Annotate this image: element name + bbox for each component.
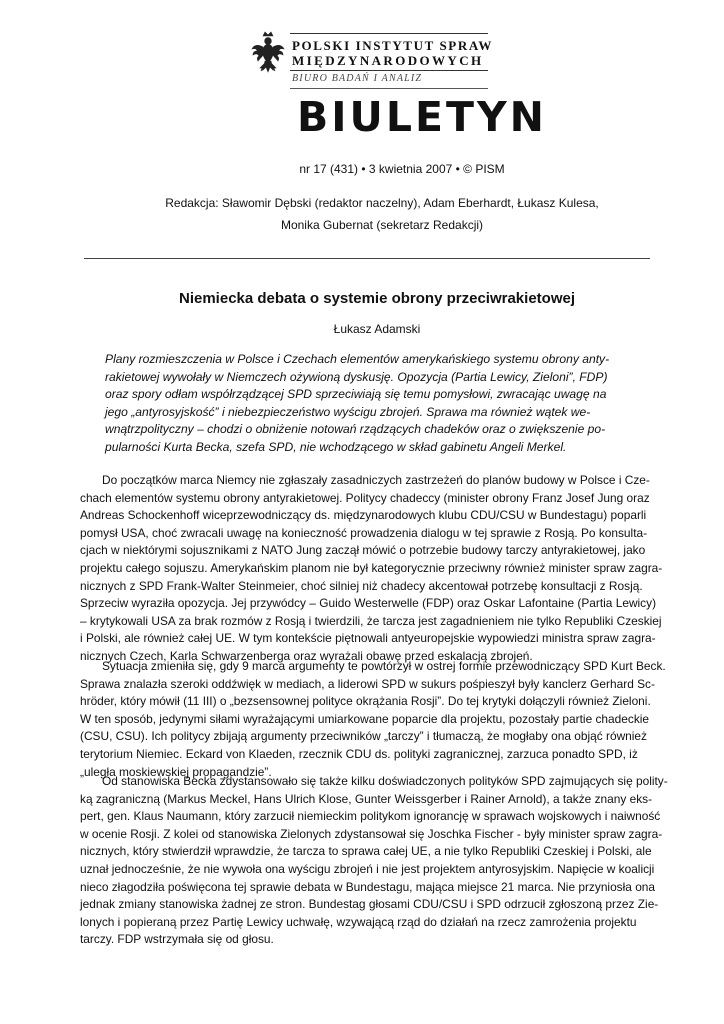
editors-line-1: Redakcja: Sławomir Dębski (redaktor naczelny), Adam Eberhardt, Łukasz Kulesa,: [165, 196, 599, 210]
abstract-line: pularności Kurta Becka, szefa SPD, nie wchodzącego w skład gabinetu Angeli Merkel.: [105, 439, 567, 454]
paragraph-line: tarczy. FDP wstrzymała się od głosu.: [80, 932, 274, 947]
body-paragraph-3: [80, 773, 668, 949]
abstract-line: oraz spory odłam współrządzącej SPD sprzeciwiają się temu pomysłowi, zwracając uwagę na: [105, 387, 607, 402]
paragraph-line: nicznych z SPD Frank-Walter Steinmeier, choć silniej niż chadecy akcentował potrzebę konsultacji z Rosją.: [80, 578, 643, 593]
body-paragraph-2: [80, 658, 666, 781]
article-title: Niemiecka debata o systemie obrony przeciwrakietowej: [179, 290, 575, 307]
paragraph-line: – krytykowali USA za brak rozmów z Rosją i twierdzili, że tarcza jest zagadnieniem nie tylko Republiki Czeskiej: [80, 613, 662, 628]
paragraph-line: Sytuacja zmieniła się, gdy 9 marca argumenty te powtórzył w ostrej formie przewodniczący SPD Kurt Beck.: [102, 659, 666, 673]
paragraph-line: uznał jednocześnie, że nie wywoła ona wyścigu zbrojeń i nie jest projektem antyrosyjskim. Napięcie w koalicji: [80, 861, 655, 876]
issue-info: nr 17 (431) • 3 kwietnia 2007 • © PISM: [299, 162, 505, 176]
paragraph-line: chach elementów systemu obrony antyrakietowej. Politycy chadeccy (minister obrony Franz Josef Jung oraz: [80, 490, 650, 505]
abstract-line: wnątrzpolityczny – chodzi o obniżenie notowań rządzących chadeków oraz o zwiększenie po-: [105, 422, 606, 437]
institute-name-line2: MIĘDZYNARODOWYCH: [292, 53, 484, 68]
paragraph-line: (CSU, CSU). Ich politycy zbijają argumenty przeciwników „tarczy” i tłumaczą, że mogłaby ona objąć również: [80, 729, 647, 744]
abstract-line: jego „antyrosyjskość” i niebezpieczeństwo wyścigu zbrojeń. Sprawa ma również wątek we-: [105, 404, 591, 419]
article-author: Łukasz Adamski: [333, 322, 421, 336]
paragraph-line: jednak zmiany stanowiska żadnej ze stron. Bundestag głosami CDU/CSU i SPD odrzucił zgłoszoną przez Zie-: [80, 897, 659, 912]
paragraph-line: nieco złagodziła poświęcona tej sprawie debata w Bundestagu, mająca miejsce 21 marca. Nie przyniosła ona: [80, 879, 656, 894]
article-abstract: [105, 351, 630, 457]
paragraph-line: „uległa moskiewskiej propagandzie”.: [80, 764, 272, 779]
paragraph-line: hröder, który mówił (11 III) o „bezsensownej polityce okrążania Rosji”. Do tej krytyki dołączyli również Zieloni.: [80, 694, 651, 709]
paragraph-line: i Polski, ale również całej UE. W tym kontekście piętnowali antyeuropejskie wypowiedzi ministra spraw zagra-: [80, 631, 656, 646]
paragraph-line: Sprzeciw wyraziła opozycja. Jej przywódcy – Guido Westerwelle (FDP) oraz Oskar Lafontaine (Partia Lewicy): [80, 596, 657, 611]
paragraph-line: nicznych Czech, Karla Schwarzenberga oraz wyrażali obawę przed eskalacją zbrojeń.: [80, 648, 533, 663]
eagle-emblem-icon: [250, 30, 286, 76]
paragraph-line: Sprawa znalazła szeroki oddźwięk w mediach, a liderowi SPD w sukurs pośpieszył były kanclerz Gerhard Sc-: [80, 676, 655, 691]
header-divider: [84, 258, 650, 259]
masthead-rule-bottom: [290, 88, 488, 89]
paragraph-line: pomysł USA, choć zwracali uwagę na konieczność prowadzenia dialogu w tej sprawie z Rosją. Po konsulta-: [80, 525, 648, 540]
paragraph-line: nicznych, który stwierdził wprawdzie, że tarcza to sprawa całej UE, a nie tylko Republiki Czeskiej i Polski, ale: [80, 844, 652, 859]
editors-line-2: Monika Gubernat (sekretarz Redakcji): [280, 218, 484, 232]
paragraph-line: w ocenie Rosji. Z kolei od stanowiska Zielonych zdystansował się Joschka Fischer - były minister spraw zagra-: [80, 826, 663, 841]
paragraph-line: pert, gen. Klaus Naumann, który zarzucił niemieckim politykom ignorancję w sprawach wojskowych i naiwność: [80, 809, 661, 824]
abstract-line: rakietowej wywołały w Niemczech ożywioną dyskusję. Opozycja (Partia Lewicy, Zieloni”, FDP): [105, 369, 608, 384]
paragraph-line: ką zagraniczną (Markus Meckel, Hans Ulrich Klose, Gunter Weissgerber i Rainer Arnold), a także znany eks-: [80, 791, 653, 806]
body-paragraph-1: [80, 472, 663, 666]
paragraph-line: W ten sposób, jedynymi siłami wyrażającymi umiarkowane poparcie dla projektu, pozostały partie chadeckie: [80, 711, 650, 726]
paragraph-line: Andreas Schockenhoff wiceprzewodniczący ds. międzynarodowych klubu CDU/CSU w Bundestagu) poparli: [80, 508, 647, 523]
paragraph-line: cjach w niektórymi sojusznikami z NATO Jung zaczął mówić o potrzebie budowy tarczy antyrakietowej, jako: [80, 543, 646, 558]
masthead-rule-top: [290, 33, 488, 34]
publication-title: BIULETYN: [297, 93, 547, 141]
paragraph-line: Do początków marca Niemcy nie zgłaszały zasadniczych zastrzeżeń do planów budowy w Polsce i Cze-: [102, 473, 650, 487]
institute-name-line1: POLSKI INSTYTUT SPRAW: [292, 38, 493, 53]
paragraph-line: Od stanowiska Becka zdystansowało się także kilku doświadczonych polityków SPD zajmujących się polity-: [102, 774, 668, 788]
paragraph-line: projektu całego sojuszu. Amerykańskim planom nie był kategorycznie przeciwny również minister spraw zagra-: [80, 560, 663, 575]
masthead-rule-middle: [290, 70, 488, 71]
abstract-line: Plany rozmieszczenia w Polsce i Czechach elementów amerykańskiego systemu obrony anty-: [105, 352, 610, 366]
bureau-name: BIURO BADAŃ I ANALIZ: [292, 73, 423, 84]
masthead: [250, 30, 493, 90]
paragraph-line: lonych i popieraną przez Partię Lewicy uchwałę, wzywającą rząd do działań na rzecz zamrożenia projektu: [80, 914, 637, 929]
paragraph-line: terytorium Niemiec. Eckard von Klaeden, rzecznik CDU ds. polityki zagranicznej, zarzuca ponadto SPD, iż: [80, 746, 638, 761]
